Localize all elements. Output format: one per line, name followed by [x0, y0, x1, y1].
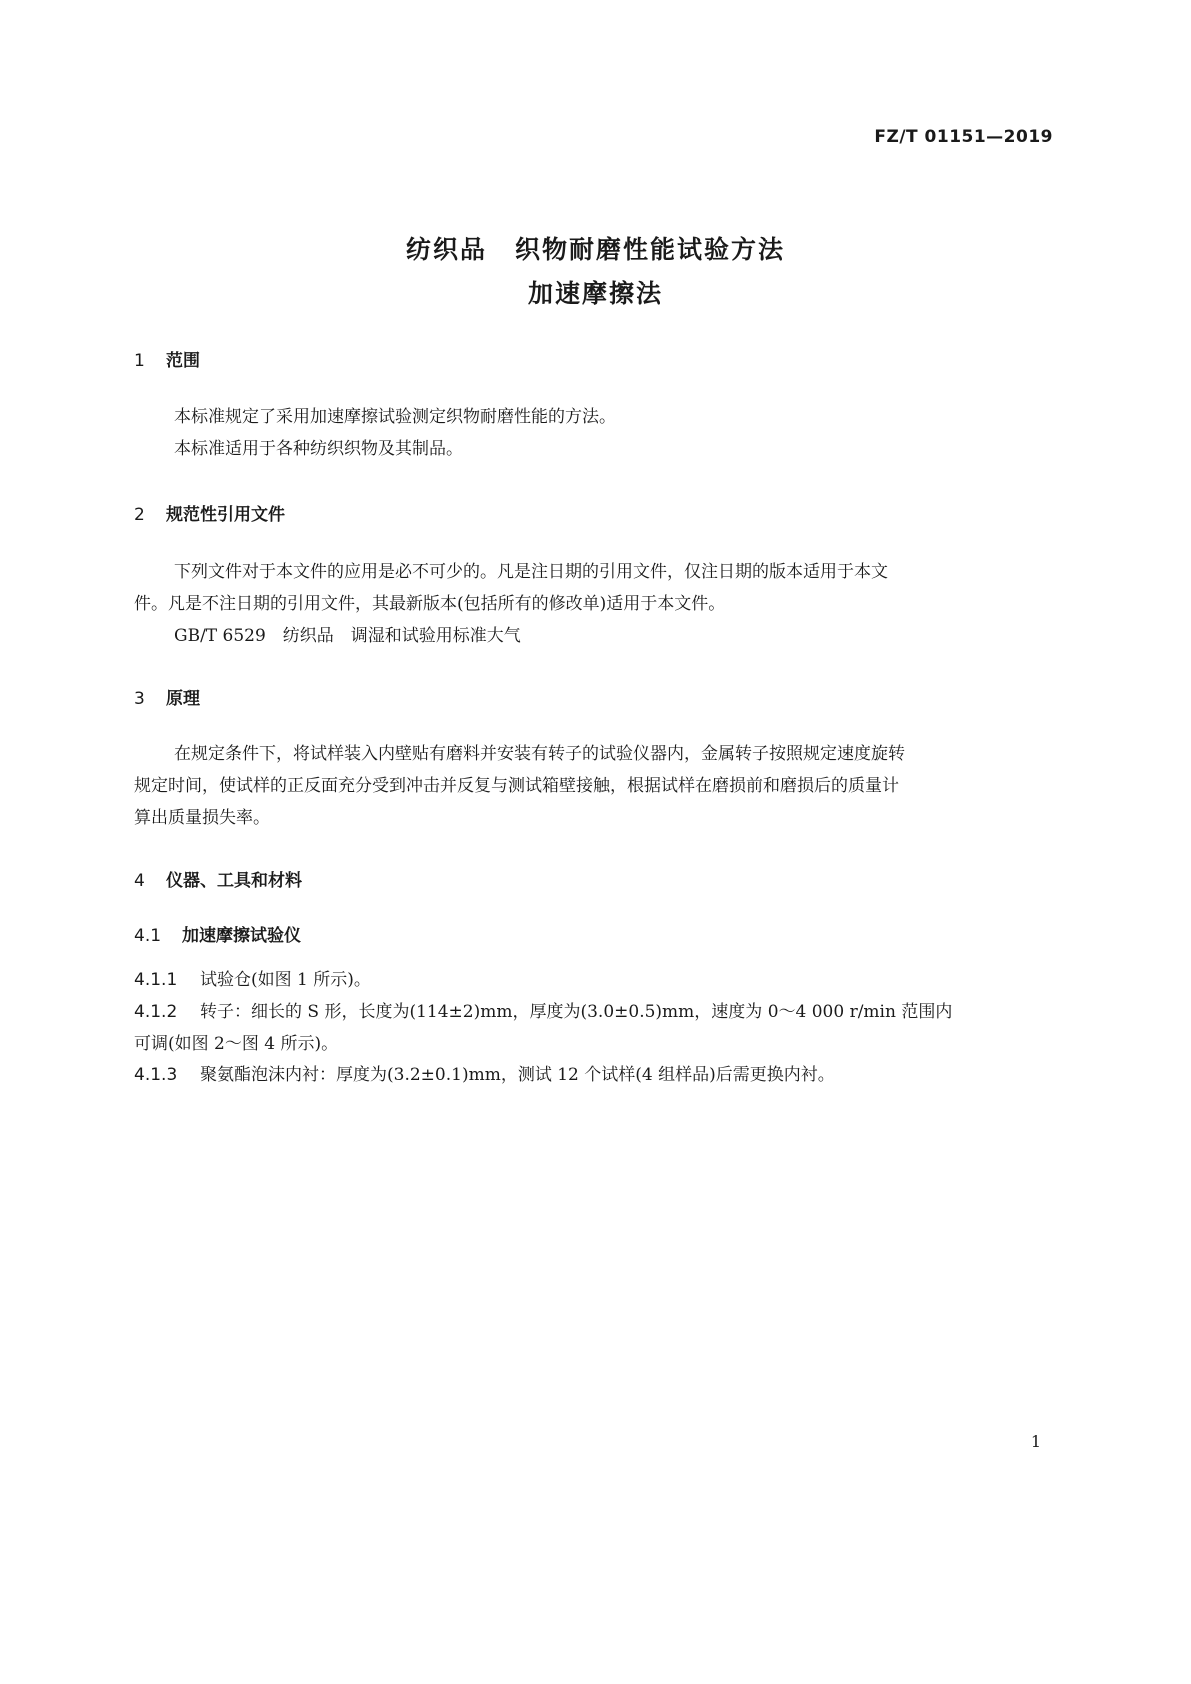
- title-line-1: [0, 228, 1191, 272]
- title-part-1: 纺织品: [405, 235, 487, 264]
- section-number: 2: [134, 505, 145, 525]
- section-title: 规范性引用文件: [166, 505, 285, 525]
- clause-text: 聚氨酯泡沫内衬：厚度为(3.2±0.1)mm，测试 12 个试样(4 组样品)后需更换内衬。: [200, 1065, 835, 1085]
- section-1-body: [134, 401, 1054, 465]
- section-title: 原理: [166, 689, 200, 709]
- clause-text: 试验仓(如图 1 所示)。: [200, 970, 371, 990]
- clause-4-1-3: [134, 1059, 1054, 1091]
- paragraph-line: 件。凡是不注日期的引用文件，其最新版本(包括所有的修改单)适用于本文件。: [134, 594, 726, 614]
- paragraph: 本标准规定了采用加速摩擦试验测定织物耐磨性能的方法。: [174, 407, 616, 427]
- section-heading-3: [134, 684, 200, 709]
- clause-text: 转子：细长的 S 形，长度为(114±2)mm，厚度为(3.0±0.5)mm，速度为 0～4 000 r/min 范围内: [200, 1002, 953, 1022]
- page-number: 1: [1030, 1432, 1041, 1451]
- section-title: 范围: [166, 351, 200, 371]
- section-title: 仪器、工具和材料: [166, 871, 302, 891]
- subsection-heading-4-1: [134, 921, 301, 946]
- section-3-body: [134, 738, 1054, 834]
- clause-number: 4.1.3: [134, 1065, 178, 1085]
- paragraph-line: 算出质量损失率。: [134, 808, 270, 828]
- section-heading-2: [134, 500, 285, 525]
- paragraph: 本标准适用于各种纺织织物及其制品。: [174, 439, 463, 459]
- clause-4-1-1: [134, 964, 1054, 996]
- paragraph-line: 下列文件对于本文件的应用是必不可少的。凡是注日期的引用文件，仅注日期的版本适用于本文: [174, 562, 888, 582]
- title-part-2: 织物耐磨性能试验方法: [515, 235, 786, 264]
- section-2-body: [134, 556, 1054, 652]
- normative-reference: GB/T 6529 纺织品 调湿和试验用标准大气: [174, 626, 521, 646]
- title-line-2: 加速摩擦法: [527, 279, 663, 308]
- clause-number: 4.1.1: [134, 970, 178, 990]
- section-heading-4: [134, 866, 302, 891]
- section-number: 4: [134, 871, 145, 891]
- paragraph-line: 规定时间，使试样的正反面充分受到冲击并反复与测试箱壁接触，根据试样在磨损前和磨损后的质量计: [134, 776, 899, 796]
- subsection-title: 加速摩擦试验仪: [182, 926, 301, 946]
- document-title: [0, 228, 1191, 316]
- standard-code: FZ/T 01151—2019: [874, 127, 1053, 147]
- section-number: 1: [134, 351, 145, 371]
- section-heading-1: [134, 346, 200, 371]
- clause-4-1-2: [134, 996, 1054, 1060]
- clause-number: 4.1.2: [134, 1002, 178, 1022]
- subsection-number: 4.1: [134, 926, 162, 946]
- clause-text-continued: 可调(如图 2～图 4 所示)。: [134, 1034, 339, 1054]
- section-number: 3: [134, 689, 145, 709]
- paragraph-line: 在规定条件下，将试样装入内壁贴有磨料并安装有转子的试验仪器内，金属转子按照规定速度旋转: [174, 744, 905, 764]
